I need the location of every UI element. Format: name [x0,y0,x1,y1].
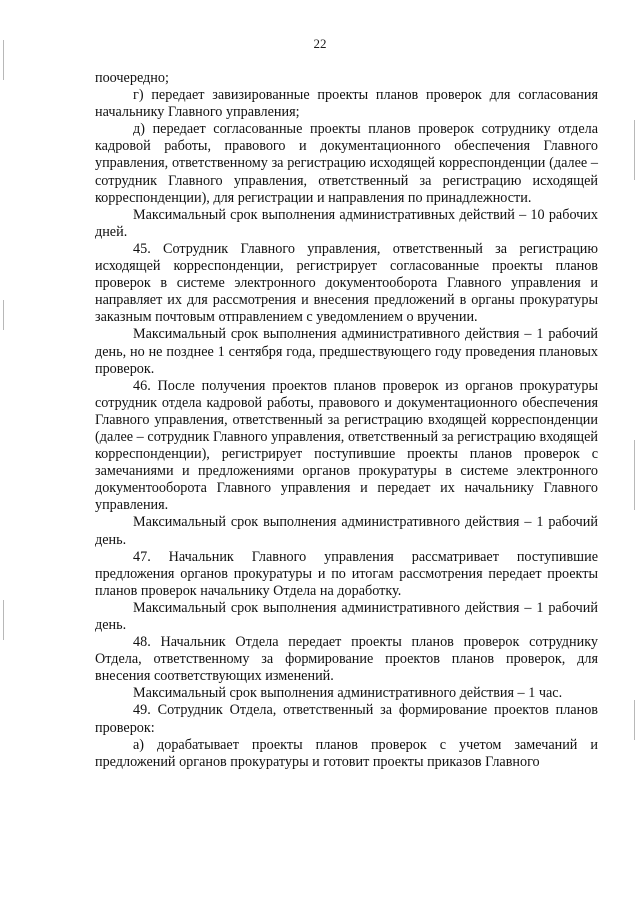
paragraph: 48. Начальник Отдела передает проекты планов проверок сотруднику Отдела, ответственному за формирование проектов планов проверок, для внесения соответствующих изменений. [95,634,598,685]
paragraph: Максимальный срок выполнения административных действий – 10 рабочих дней. [95,206,598,240]
paragraph: 49. Сотрудник Отдела, ответственный за формирование проектов планов проверок: [95,702,598,736]
right-scan-edge [634,120,635,180]
right-scan-edge [634,700,635,740]
paragraph: 45. Сотрудник Главного управления, ответственный за регистрацию исходящей корреспонденции, регистрирует согласованные проекты планов проверок в системе электронного документооборота Главного управления и направляет их для рассмотрения и внесения предложений в органы прокуратуры заказным почтовым отправлением с уведомлением о вручении. [95,240,598,326]
paragraph: Максимальный срок выполнения административного действия – 1 рабочий день. [95,514,598,548]
paragraph: Максимальный срок выполнения административного действия – 1 час. [133,685,563,702]
paragraph: г) передает завизированные проекты планов проверок для согласования начальнику Главного управления; [95,87,598,121]
paragraph: поочередно; [95,70,169,86]
paragraph: д) передает согласованные проекты планов проверок сотруднику отдела кадровой работы, правового и документационного обеспечения Главного управления, ответственному за регистрацию исходящей корреспонденции (далее – сотрудник Главного управления, ответственный за регистрацию исходящей корреспонденции), для регистрации и направления по принадлежности. [95,121,598,206]
paragraph: а) дорабатывает проекты планов проверок с учетом замечаний и предложений органов прокуратуры и готовит проекты приказов Главного [95,736,598,770]
left-scan-edge [3,600,4,640]
paragraph: Максимальный срок выполнения административного действия – 1 рабочий день. [95,599,598,633]
page-number: 22 [313,36,327,51]
paragraph: 47. Начальник Главного управления рассматривает поступившие предложения органов прокуратуры и по итогам рассмотрения передает проекты планов проверок начальнику Отдела на доработку. [95,548,598,599]
document-body [95,70,598,771]
paragraph: Максимальный срок выполнения административного действия – 1 рабочий день, но не позднее 1 сентября года, предшествующего году проведения плановых проверок. [95,326,598,377]
right-scan-edge [634,440,635,510]
paragraph: 46. После получения проектов планов проверок из органов прокуратуры сотрудник отдела кадровой работы, правового и документационного обеспечения Главного управления, ответственный за регистрацию входящей корреспонденции (далее – сотрудник Главного управления, ответственный за регистрацию входящей корреспонденции), регистрирует поступившие проекты планов проверок с замечаниями и предложениями органов прокуратуры в системе электронного документооборота Главного управления и передает их начальнику Главного управления. [95,377,598,514]
left-scan-edge [3,300,4,330]
